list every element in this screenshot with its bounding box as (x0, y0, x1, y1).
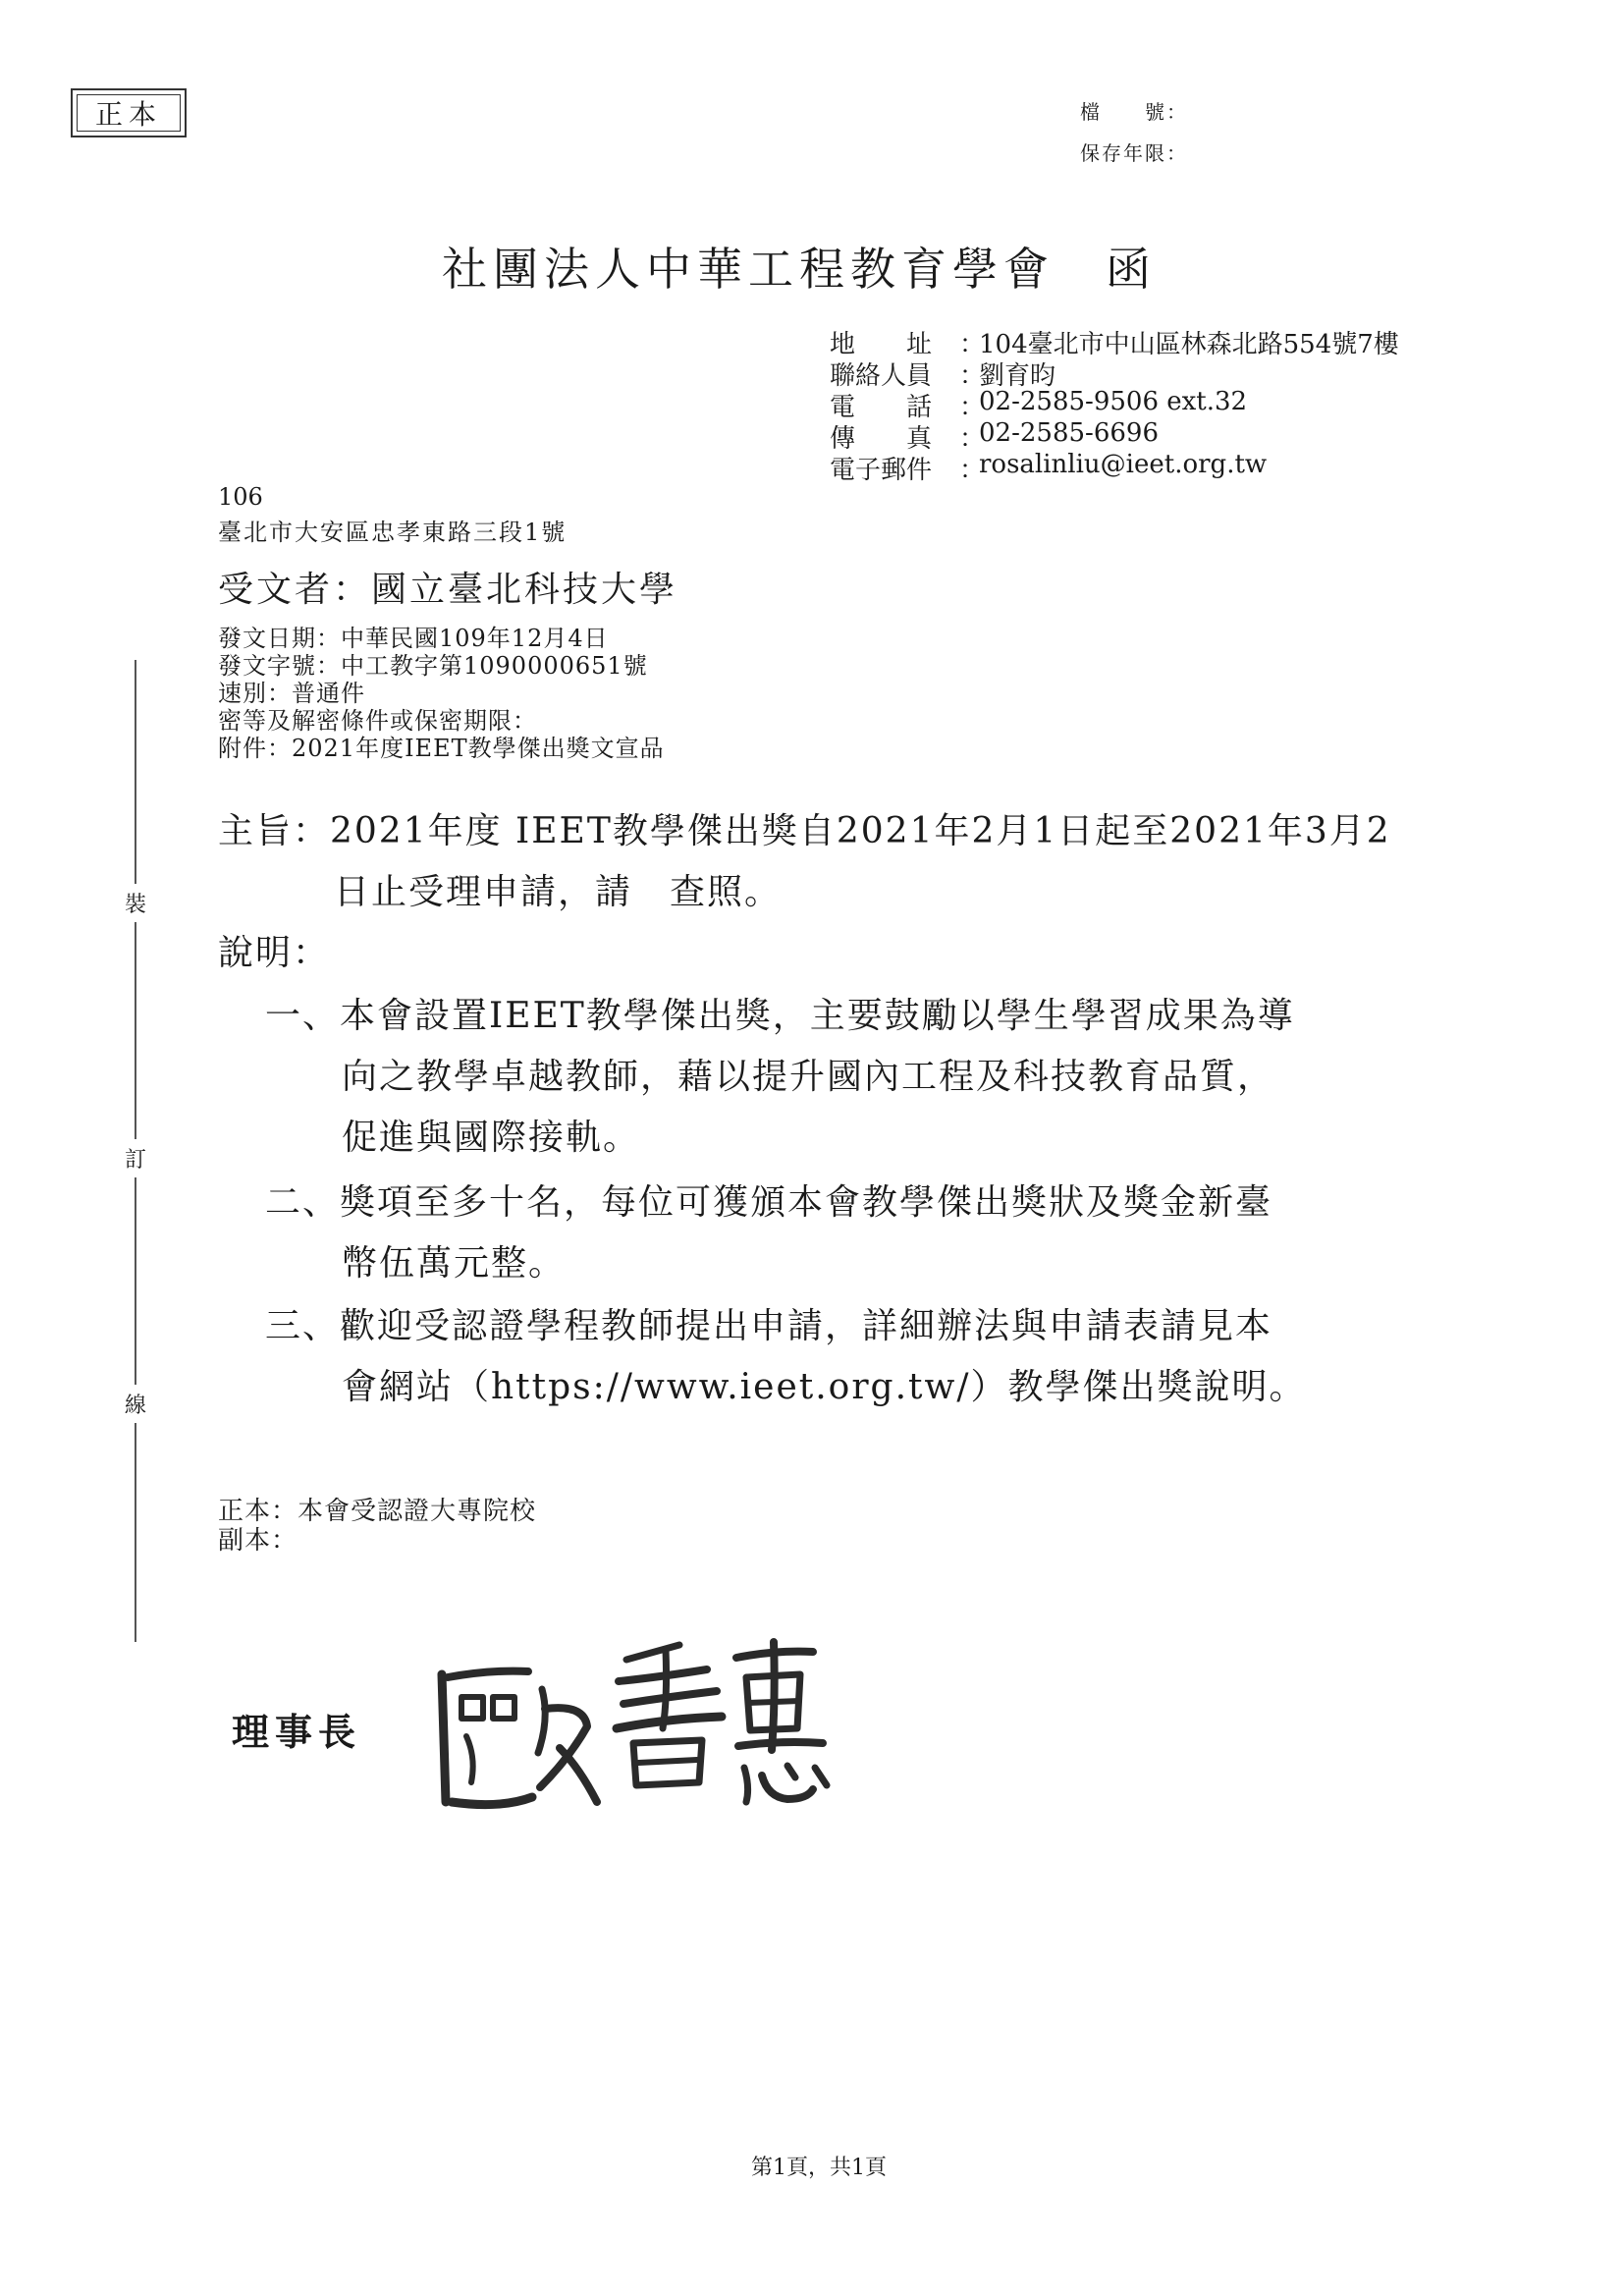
sender-contact-value: 劉育昀 (979, 361, 1056, 391)
sender-contact-row: 聯絡人員 ： 劉育昀 (830, 355, 1055, 392)
recipient-zip: 106 (218, 483, 263, 511)
sender-fax-value: 02-2585-6696 (979, 418, 1159, 448)
original-recipient: 正本：本會受認證大專院校 (218, 1497, 537, 1526)
binding-char-ding: 訂 (122, 1139, 149, 1177)
document-number: 發文字號：中工教字第1090000651號 (218, 652, 648, 680)
sender-address-value: 104臺北市中山區林森北路554號7樓 (979, 330, 1399, 359)
sender-email-label: 電子郵件 (830, 456, 933, 485)
sender-address-label: 地 址 (830, 330, 933, 359)
explanation-item-1-line-1: 一、本會設置IEET教學傑出獎，主要鼓勵以學生學習成果為導 (265, 996, 1295, 1036)
sender-phone-row: 電 話 ： 02-2585-9506 ext.32 (830, 387, 1248, 422)
sender-email-value: rosalinliu@ieet.org.tw (979, 450, 1268, 479)
sender-phone-label: 電 話 (830, 393, 933, 422)
subject-line-2: 日止受理申請，請 查照。 (334, 872, 783, 912)
recipient-address: 臺北市大安區忠孝東路三段1號 (218, 519, 568, 546)
explanation-item-2-line-1: 二、獎項至多十名，每位可獲頒本會教學傑出獎狀及獎金新臺 (265, 1182, 1273, 1223)
explanation-item-1-line-3: 促進與國際接軌。 (342, 1118, 641, 1158)
explanation-heading: 說明： (218, 933, 331, 973)
delivery-speed: 速別：普通件 (218, 680, 365, 707)
sender-email-row: 電子郵件 ： rosalinliu@ieet.org.tw (830, 450, 1268, 485)
sender-contact-label: 聯絡人員 (830, 361, 933, 391)
retention-period-label: 保存年限： (1080, 141, 1188, 165)
explanation-item-3-line-1: 三、歡迎受認證學程教師提出申請，詳細辦法與申請表請見本 (265, 1306, 1273, 1346)
sender-phone-value: 02-2585-9506 ext.32 (979, 387, 1248, 416)
chairman-title: 理事長 (232, 1710, 362, 1754)
secrecy-level: 密等及解密條件或保密期限： (218, 707, 537, 735)
original-copy-label: 正本 (94, 98, 162, 131)
explanation-item-2-line-2: 幣伍萬元整。 (342, 1243, 567, 1284)
copy-recipient: 副本： (218, 1526, 298, 1556)
handwritten-signature (422, 1620, 835, 1827)
sender-fax-row: 傳 真 ： 02-2585-6696 (830, 418, 1159, 454)
page-number: 第1頁，共1頁 (751, 2156, 887, 2180)
attachment: 附件：2021年度IEET教學傑出獎文宣品 (218, 735, 665, 762)
subject-line-1: 主旨：2021年度 IEET教學傑出獎自2021年2月1日起至2021年3月2 (218, 811, 1391, 851)
binding-char-zhuang: 裝 (122, 884, 149, 922)
file-number-label: 檔 號： (1080, 100, 1188, 124)
document-title: 社團法人中華工程教育學會 函 (442, 243, 1157, 296)
sender-fax-label: 傳 真 (830, 424, 933, 454)
binding-char-xian: 線 (122, 1385, 149, 1423)
explanation-item-3-line-2: 會網站（https://www.ieet.org.tw/）教學傑出獎說明。 (342, 1367, 1307, 1407)
sender-address-row: 地 址 ： 104臺北市中山區林森北路554號7樓 (830, 324, 1399, 360)
explanation-item-1-line-2: 向之教學卓越教師，藉以提升國內工程及科技教育品質， (342, 1057, 1275, 1097)
recipient-name: 受文者：國立臺北科技大學 (218, 570, 678, 610)
issue-date: 發文日期：中華民國109年12月4日 (218, 625, 609, 652)
original-copy-stamp (71, 88, 187, 137)
